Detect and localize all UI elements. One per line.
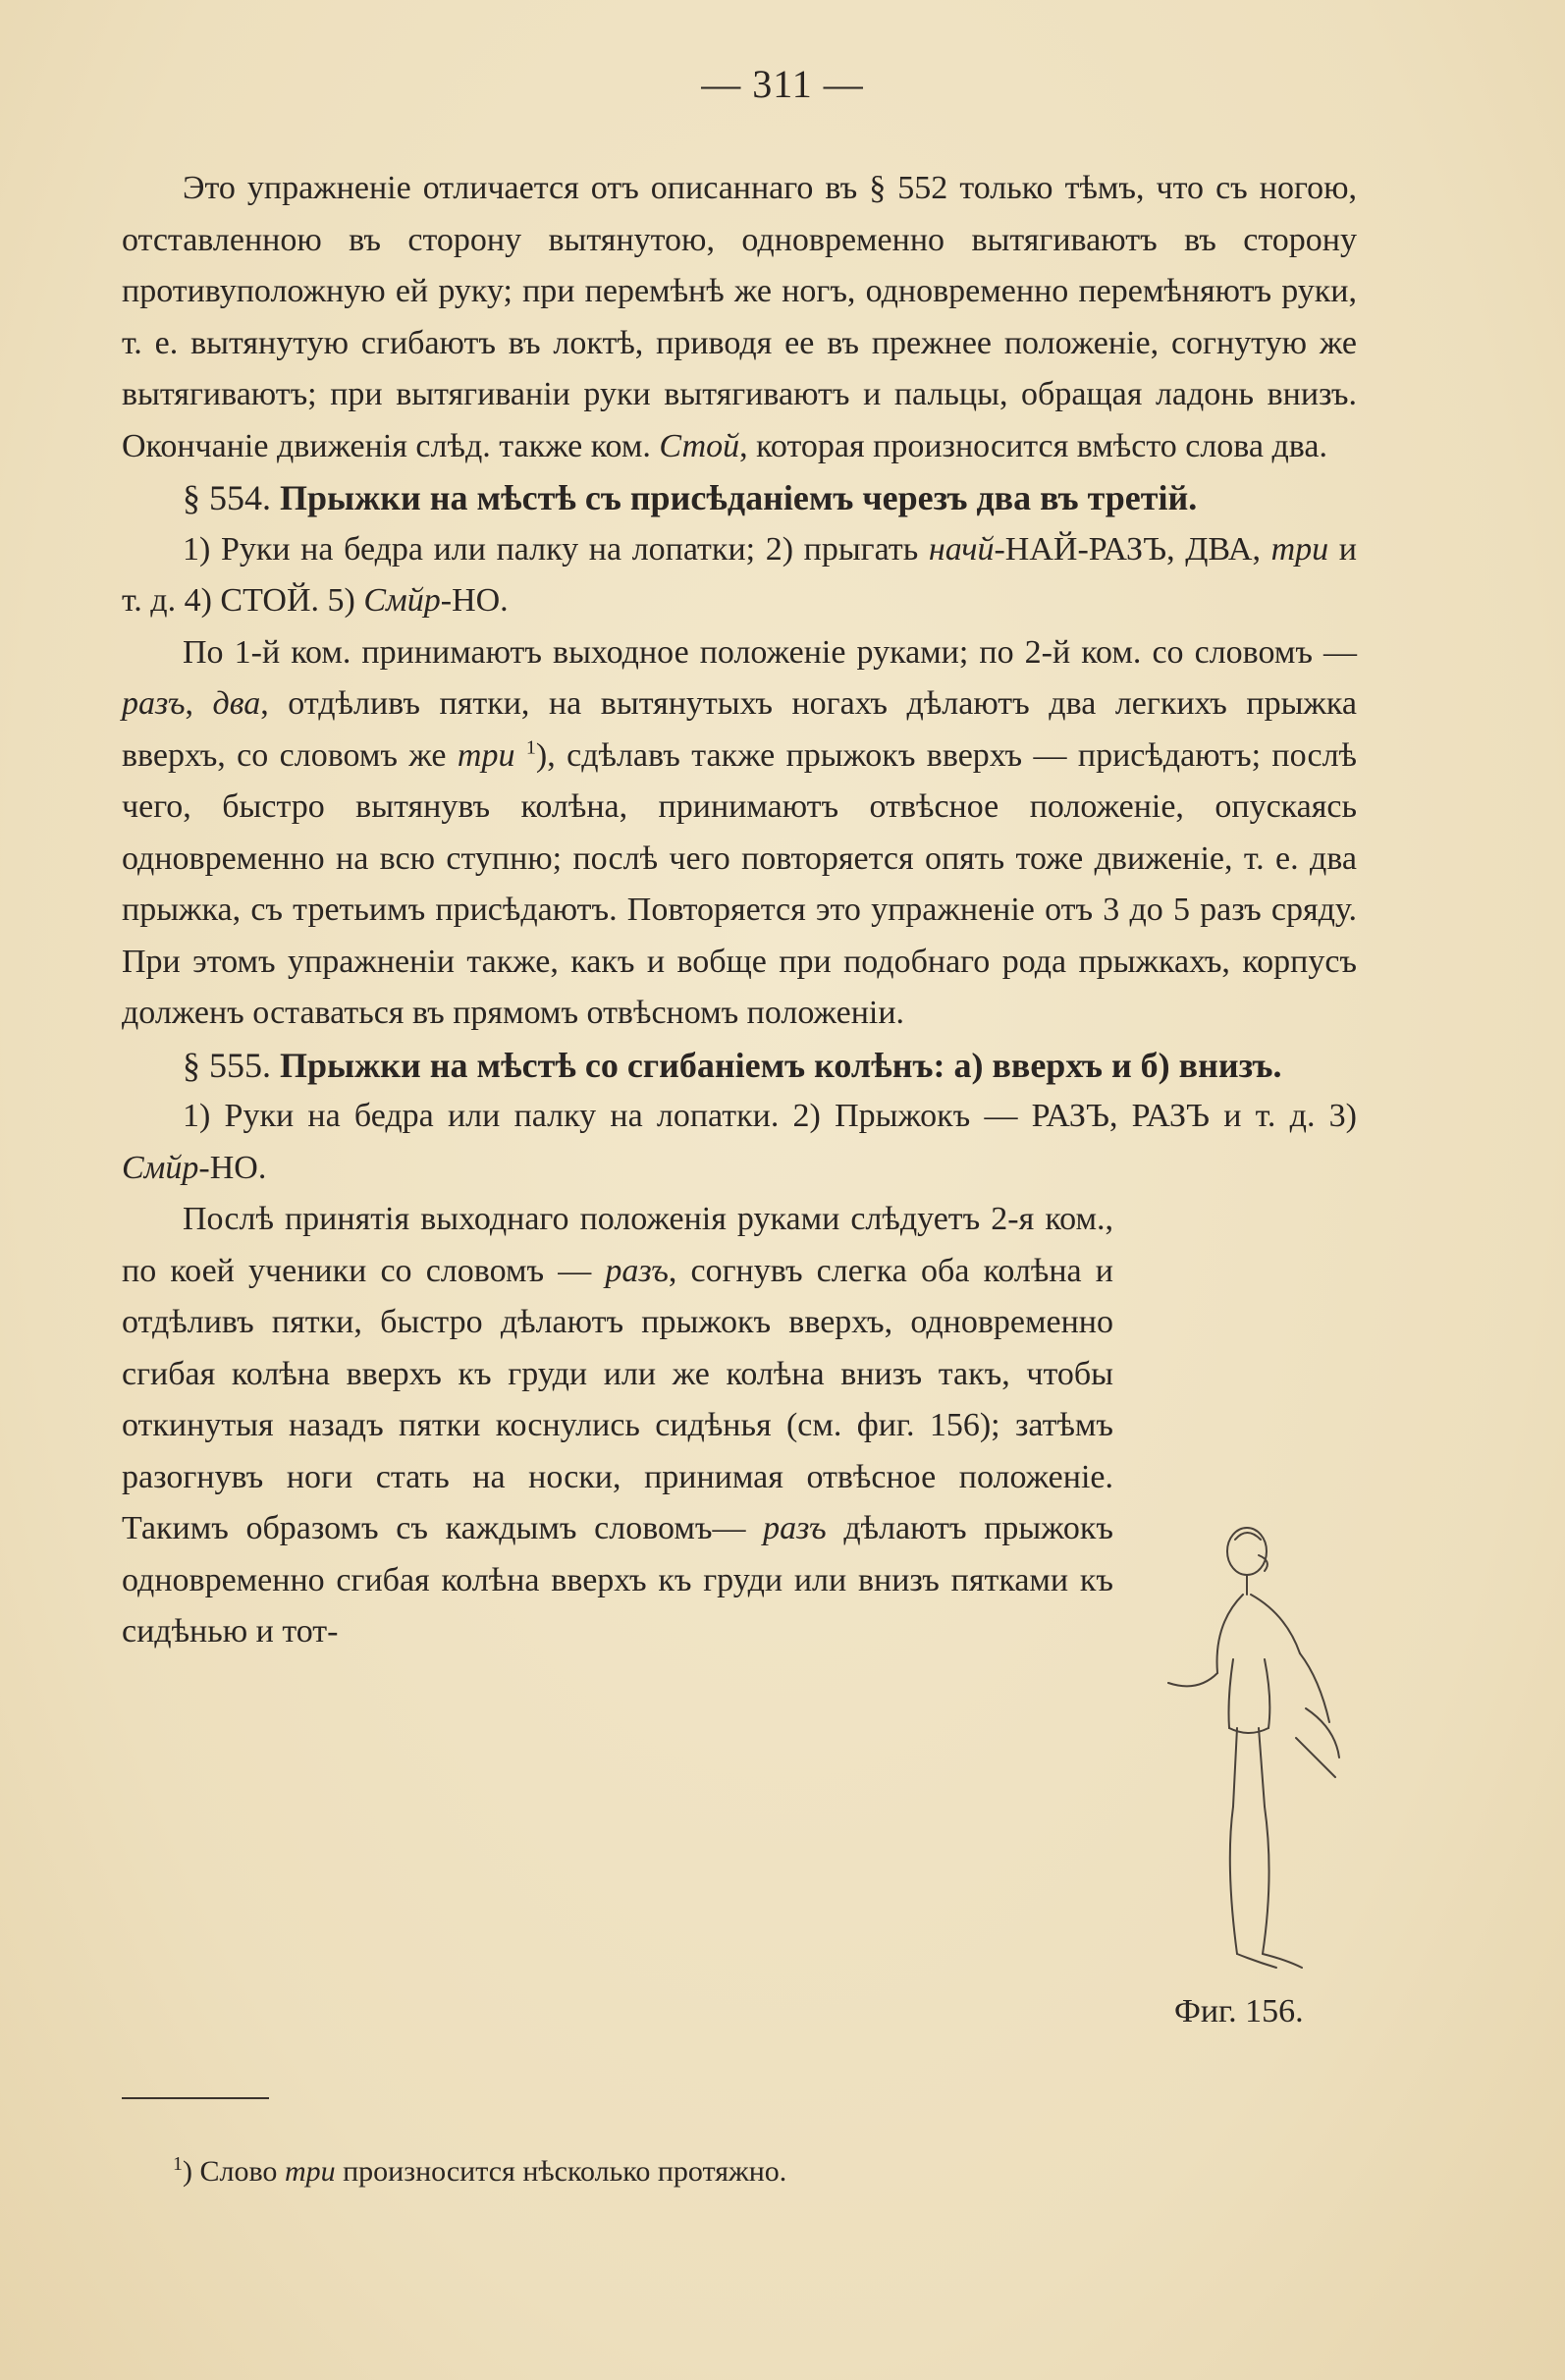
footnote-divider <box>122 2097 269 2099</box>
text-run: ), сдѣлавъ также прыжокъ вверхъ — присѣдаютъ; послѣ чего, быстро вытянувъ колѣна, принимаютъ отвѣсное положеніе, опускаясь одновременно на всю ступню; послѣ чего повторяется опять тоже движеніе, т. е. два прыжка, съ третьимъ присѣдаютъ. Повторяется это упражненіе отъ 3 до 5 разъ сряду. При этомъ упражненіи также, какъ и вобще при подобнаго рода прыжкахъ, корпусъ долженъ оставаться въ прямомъ отвѣсномъ положеніи. <box>122 736 1357 1031</box>
section-555-heading <box>122 1040 1357 1092</box>
italic-run: начй <box>928 530 995 568</box>
text-run: По 1-й ком. принимаютъ выходное положеніе руками; по 2-й ком. со словомъ — <box>183 633 1357 671</box>
section-title: Прыжки на мѣстѣ съ присѣданіемъ черезъ два въ третій. <box>280 478 1198 517</box>
section-555-body <box>122 1194 1113 1658</box>
section-554-body <box>122 627 1357 1040</box>
footnote <box>173 2152 786 2191</box>
text-run: 1) Руки на бедра или палку на лопатки; 2) прыгать <box>183 530 929 568</box>
italic-run: три <box>284 2155 336 2188</box>
figure-caption: Фиг. 156. <box>1174 1993 1304 2029</box>
text-run: Это упражненіе отличается отъ описаннаго въ § 552 только тѣмъ, что съ ногою, отставленною въ сторону вытянутою, одновременно вытягиваютъ въ сторону противуположную ей руку; при перемѣнѣ же ногъ, одновременно перемѣняютъ руки, т. е. вытянутую сгибаютъ въ локтѣ, приводя ее въ прежнее положеніе, согнутую же вытягиваютъ; при вытягиваніи руки вытягиваютъ и пальцы, обращая ладонь внизъ. Окончаніе движенія слѣд. также ком. <box>122 170 1357 464</box>
text-run: 1) Руки на бедра или палку на лопатки. 2) Прыжокъ — РАЗЪ, РАЗЪ и т. д. 3) <box>183 1098 1357 1134</box>
main-text <box>122 163 1357 1658</box>
figure-156-illustration <box>1149 1512 1375 2032</box>
text-run: Послѣ принятія выходнаго положенія руками слѣдуетъ 2-я ком., по коей ученики со словомъ — <box>122 1201 1113 1289</box>
section-554-heading <box>122 472 1357 524</box>
jumping-figure-drawing <box>1149 1512 1375 2003</box>
section-554-commands <box>122 524 1357 627</box>
italic-run: два <box>212 685 261 722</box>
section-number: § 554. <box>183 478 271 517</box>
text-run: , отдѣливъ пятки, на вытянутыхъ ногахъ дѣлаютъ два легкихъ прыжка вверхъ, со словомъ же <box>122 685 1358 774</box>
italic-run: разъ <box>763 1510 827 1546</box>
page-number: — 311 — <box>701 62 864 106</box>
italic-run: Смйр <box>363 582 441 619</box>
text-run: , согнувъ слегка оба колѣна и отдѣливъ пятки, быстро дѣлаютъ прыжокъ вверхъ, одновременно сгибая колѣна вверхъ къ груди или же колѣна внизъ такъ, чтобы откинутыя назадъ пятки коснулись сидѣнья (см. фиг. 156); затѣмъ разогнувъ ноги стать на носки, принимая отвѣсное положеніе. Такимъ образомъ съ каждымъ словомъ— <box>122 1252 1113 1546</box>
section-555-commands <box>122 1091 1357 1194</box>
italic-run: три <box>457 736 515 774</box>
text-run: и т. д. 4) СТОЙ. 5) <box>122 530 1357 619</box>
footnote-mark: 1 <box>173 2153 183 2175</box>
italic-run: разъ <box>122 685 186 722</box>
footnote-ref: 1 <box>525 736 536 759</box>
text-run: , которая произносится вмѣсто слова два. <box>739 427 1327 464</box>
section-number: § 555. <box>183 1045 271 1085</box>
italic-run: Стой <box>659 427 740 464</box>
text-run: -НО. <box>198 1149 267 1186</box>
italic-run: разъ <box>605 1252 669 1289</box>
text-run: -НО. <box>440 582 509 619</box>
italic-run: Смйр <box>122 1149 199 1186</box>
section-title-tail: а) вверхъ и б) внизъ. <box>944 1045 1282 1085</box>
paragraph-intro <box>122 163 1357 472</box>
italic-run: три <box>1270 530 1329 568</box>
text-run: ) Слово <box>183 2155 285 2188</box>
text-run: дѣлаютъ прыжокъ одновременно сгибая колѣна вверхъ къ груди или внизъ пятками къ сидѣнью и тот- <box>122 1510 1113 1650</box>
text-run: , <box>185 685 213 722</box>
section-title: Прыжки на мѣстѣ со сгибаніемъ колѣнъ: <box>280 1045 945 1085</box>
text-run: -НАЙ-РАЗЪ, ДВА, <box>994 530 1271 568</box>
text-run: произносится нѣсколько протяжно. <box>335 2155 787 2188</box>
